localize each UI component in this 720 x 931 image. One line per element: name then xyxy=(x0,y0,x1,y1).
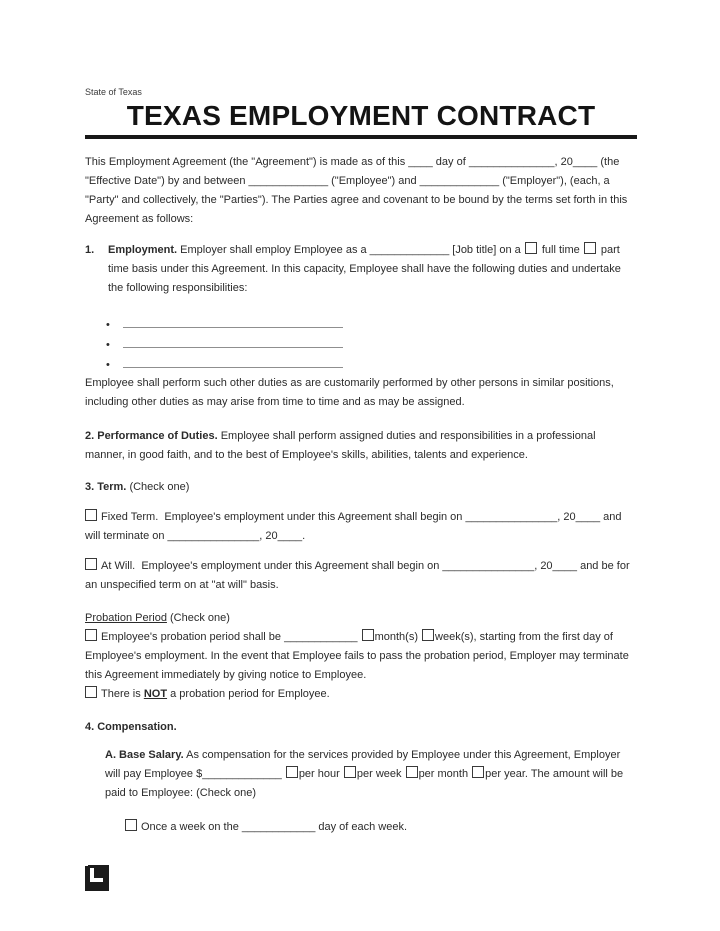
probation-period-checkbox[interactable] xyxy=(85,629,97,641)
section-2-text: Employee shall perform assigned duties and responsibilities in a professional manner, in good faith, and to the best of Employee's skills, abilities, talents and experience. xyxy=(85,430,596,461)
per-week-checkbox[interactable] xyxy=(344,766,356,778)
section-3-heading: 3. Term. xyxy=(85,481,127,493)
probation-heading-line xyxy=(85,609,637,628)
per-hour-checkbox[interactable] xyxy=(286,766,298,778)
duties-list xyxy=(85,312,637,372)
at-will-option xyxy=(85,557,637,595)
probation-text-1: Employee's probation period shall be ____________ xyxy=(101,631,358,643)
part-time-checkbox[interactable] xyxy=(584,242,596,254)
section-3-term xyxy=(85,478,637,497)
per-year-checkbox[interactable] xyxy=(472,766,484,778)
duty-blank-line[interactable] xyxy=(123,327,343,328)
base-salary-text: As compensation for the services provided by Employee under this Agreement, Employer will pay Employee $_____________ xyxy=(105,749,621,780)
weeks-checkbox[interactable] xyxy=(422,629,434,641)
section-1-heading: Employment. xyxy=(108,244,178,256)
per-month-label: per month xyxy=(418,768,469,780)
section-1-employment xyxy=(85,241,637,298)
section-4-heading: 4. Compensation. xyxy=(85,721,177,733)
base-salary-paragraph xyxy=(105,746,637,803)
no-probation-text-1: There is xyxy=(101,688,141,700)
no-probation-checkbox[interactable] xyxy=(85,686,97,698)
once-a-week-text: Once a week on the ____________ day of each week. xyxy=(141,821,408,833)
duty-item xyxy=(106,332,637,352)
not-emphasis: NOT xyxy=(143,688,168,700)
probation-note: (Check one) xyxy=(170,612,230,624)
no-probation-text-2: a probation period for Employee. xyxy=(170,688,330,700)
section-1-number: 1. xyxy=(85,244,95,256)
months-label: month(s) xyxy=(374,631,418,643)
section-2-performance xyxy=(85,427,637,465)
legaltemplates-logo-icon xyxy=(85,863,109,891)
at-will-checkbox[interactable] xyxy=(85,558,97,570)
section-4-compensation xyxy=(85,718,637,737)
base-salary-heading: A. Base Salary. xyxy=(105,749,184,761)
bullet-icon: • xyxy=(106,339,110,351)
per-hour-label: per hour xyxy=(298,768,340,780)
duty-item xyxy=(106,312,637,332)
section-2-heading: 2. Performance of Duties. xyxy=(85,430,218,442)
per-month-checkbox[interactable] xyxy=(406,766,418,778)
duty-blank-line[interactable] xyxy=(123,367,343,368)
full-time-label: full time xyxy=(541,244,580,256)
intro-paragraph: This Employment Agreement (the "Agreement") is made as of this ____ day of ______________, 20____ (the "Effective Date") by and between _____________ ("Employee") and _____________ ("Employer"), (each, a "Party" and collectively, the "Parties"). The Parties agree and covenant to be bound by the terms set forth in this Agreement as follows: xyxy=(85,156,628,225)
per-year-label: per year. The amount will be paid to Employee: (Check one) xyxy=(105,768,624,799)
document-title: TEXAS EMPLOYMENT CONTRACT xyxy=(126,100,596,131)
months-checkbox[interactable] xyxy=(362,629,374,641)
bullet-icon: • xyxy=(106,359,110,371)
part-time-label: part time basis under this Agreement. In this capacity, Employee shall have the following duties and undertake the following responsibilities: xyxy=(108,244,621,294)
fixed-term-option xyxy=(85,508,637,546)
full-time-checkbox[interactable] xyxy=(525,242,537,254)
duty-blank-line[interactable] xyxy=(123,347,343,348)
probation-heading: Probation Period xyxy=(85,612,167,624)
at-will-text: At Will. Employee's employment under this Agreement shall begin on _______________, 20____ and be for an unspecified term on at "at will" basis. xyxy=(85,560,630,591)
probation-option-2 xyxy=(85,685,637,704)
payment-once-option xyxy=(125,818,637,837)
fixed-term-text: Fixed Term. Employee's employment under this Agreement shall begin on _______________, 20____ and will terminate on _______________, 20____. xyxy=(85,511,622,542)
probation-option-1 xyxy=(85,628,637,685)
section-3-note: (Check one) xyxy=(129,481,190,493)
weeks-label: week(s), starting from the first day of Employee's employment. In the event that Employee fails to pass the probation period, Employer may terminate this Agreement immediately by giving notice to Employee. xyxy=(85,631,629,681)
other-duties-paragraph: Employee shall perform such other duties as are customarily performed by other persons in similar positions, including other duties as may arise from time to time and as may be assigned. xyxy=(85,377,614,408)
duty-item xyxy=(106,352,637,372)
bullet-icon: • xyxy=(106,319,110,331)
section-1-text: Employer shall employ Employee as a _____________ [Job title] on a xyxy=(180,244,521,256)
once-a-week-checkbox[interactable] xyxy=(125,819,137,831)
title-rule xyxy=(85,135,637,139)
state-label: State of Texas xyxy=(85,87,142,97)
fixed-term-checkbox[interactable] xyxy=(85,509,97,521)
per-week-label: per week xyxy=(356,768,402,780)
